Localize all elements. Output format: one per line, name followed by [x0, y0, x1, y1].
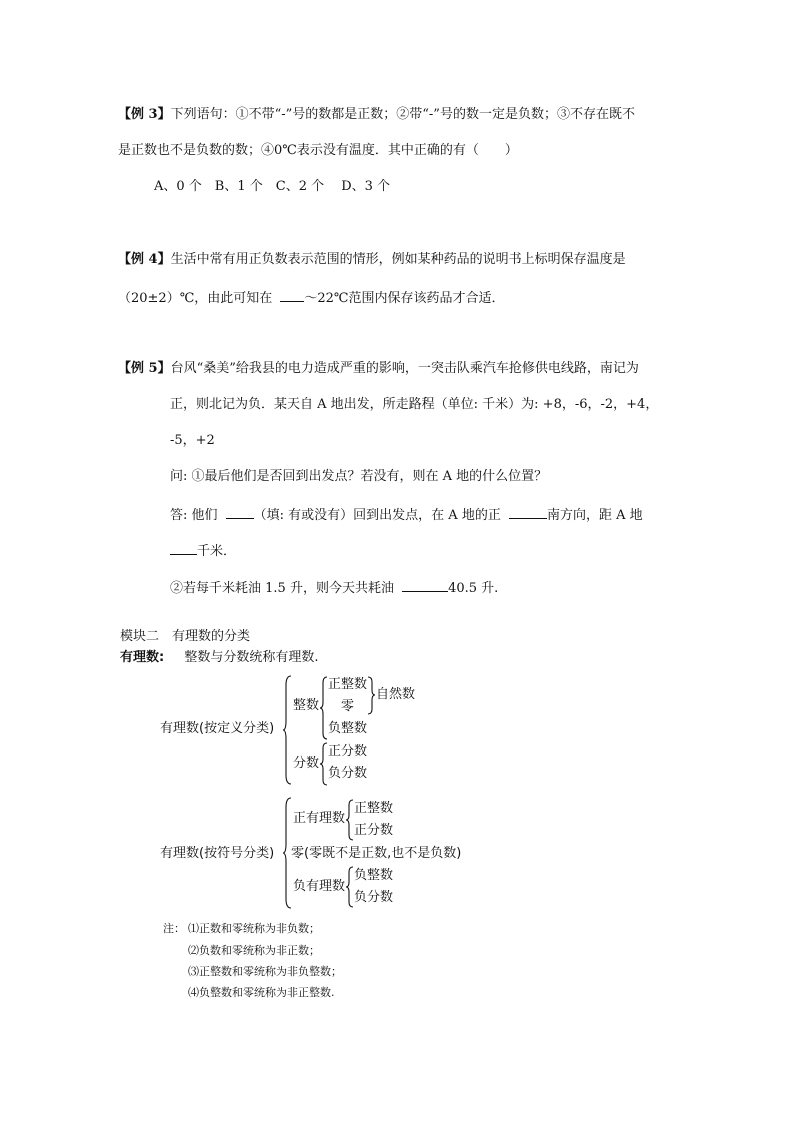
tree1-root: 有理数(按定义分类) [160, 721, 275, 736]
example-5-question-1: 问: ①最后他们是否回到出发点？若没有，则在 A 地的什么位置？ [170, 469, 548, 484]
question-2-part-1: ②若每千米耗油 1.5 升，则今天共耗油 [170, 581, 394, 596]
note-3: ⑶正整数和零统称为非负整数； [188, 965, 342, 978]
question-2-part-2: 40.5 升. [448, 581, 499, 596]
notes-label: 注： [163, 922, 185, 935]
example-5-line-2: 正，则北记为负．某天自 A 地出发，所走路程（单位: 千米）为: +8，-6，-2，+4， [170, 397, 659, 412]
tree1-negative-integer: 负整数 [328, 721, 368, 736]
answer-1-part-3: 南方向，距 A 地 [546, 508, 643, 523]
example-3-line-1 [118, 107, 635, 123]
tree1-natural-brace [368, 676, 376, 716]
example-3-options: A、0 个 B、1 个 C、2 个 D、3 个 [154, 179, 391, 194]
example-4-text-1: 生活中常有用正负数表示范围的情形，例如某种药品的说明书上标明保存温度是 [170, 252, 626, 267]
tree1-zero: 零 [341, 699, 355, 714]
example-4-blank[interactable] [280, 289, 304, 302]
tree1-negative-fraction: 负分数 [328, 766, 368, 781]
tree1-integers: 整数 [293, 698, 320, 713]
example-3-line-2: 是正数也不是负数的数；④0℃表示没有温度．其中正确的有（ ） [118, 143, 518, 158]
tree1-natural-number: 自然数 [376, 687, 416, 702]
tree1-fractions: 分数 [293, 756, 320, 771]
note-1: ⑴正数和零统称为非负数； [188, 922, 320, 935]
tree2-root: 有理数(按符号分类) [160, 846, 275, 861]
tree2-negative-fraction: 负分数 [354, 890, 394, 905]
definition-text: 整数与分数统称有理数. [184, 650, 319, 665]
example-5-line-1 [118, 361, 639, 377]
example-4-line-2 [118, 289, 504, 307]
example-5-answer-1-cont [170, 542, 236, 560]
answer-blank-2[interactable] [509, 506, 547, 519]
note-2: ⑵负数和零统称为非正数； [188, 944, 320, 957]
example-5-text-1: 台风“桑美”给我县的电力造成严重的影响，一突击队乘汽车抢修供电线路，南记为 [170, 361, 639, 376]
tree1-main-brace [283, 675, 293, 785]
tree1-positive-integer: 正整数 [328, 677, 368, 692]
example-5-question-2 [170, 579, 498, 597]
tree2-positive-fraction: 正分数 [354, 823, 394, 838]
answer-blank-1[interactable] [226, 506, 254, 519]
answer-1-part-2: （填: 有或没有）回到出发点，在 A 地的正 [253, 508, 501, 523]
answer-1-part-1: 答: 他们 [170, 508, 218, 523]
tree2-negative-rational: 负有理数 [293, 879, 346, 894]
example-3-text-1: 下列语句：①不带“-”号的数都是正数；②带“-”号的数一定是负数；③不存在既不 [170, 107, 635, 122]
answer-1-part-4: 千米． [197, 544, 237, 559]
definition-label: 有理数: [120, 650, 165, 665]
module-title: 模块二 有理数的分类 [120, 629, 251, 644]
tree2-zero-note: 零(零既不是正数,也不是负数) [291, 846, 462, 861]
definition-line [120, 650, 318, 666]
example-5-line-3: -5，+2 [170, 433, 215, 448]
example-5-tag: 【例 5】 [118, 361, 171, 376]
example-4-tag: 【例 4】 [118, 252, 171, 267]
tree1-positive-fraction: 正分数 [328, 744, 368, 759]
answer-blank-4[interactable] [402, 579, 448, 592]
answer-blank-3[interactable] [170, 542, 197, 555]
example-4-text-2b: ～22℃范围内保存该药品才合适． [304, 291, 505, 306]
example-4-text-2a: （20±2）℃，由此可知在 [118, 291, 273, 306]
example-3-tag: 【例 3】 [118, 107, 171, 122]
example-5-answer-1 [170, 506, 643, 524]
tree2-negative-integer: 负整数 [354, 868, 394, 883]
note-4: ⑷负整数和零统称为非正整数. [188, 986, 335, 999]
example-4-line-1 [118, 252, 626, 268]
tree2-positive-integer: 正整数 [354, 801, 394, 816]
tree2-positive-rational: 正有理数 [293, 811, 346, 826]
